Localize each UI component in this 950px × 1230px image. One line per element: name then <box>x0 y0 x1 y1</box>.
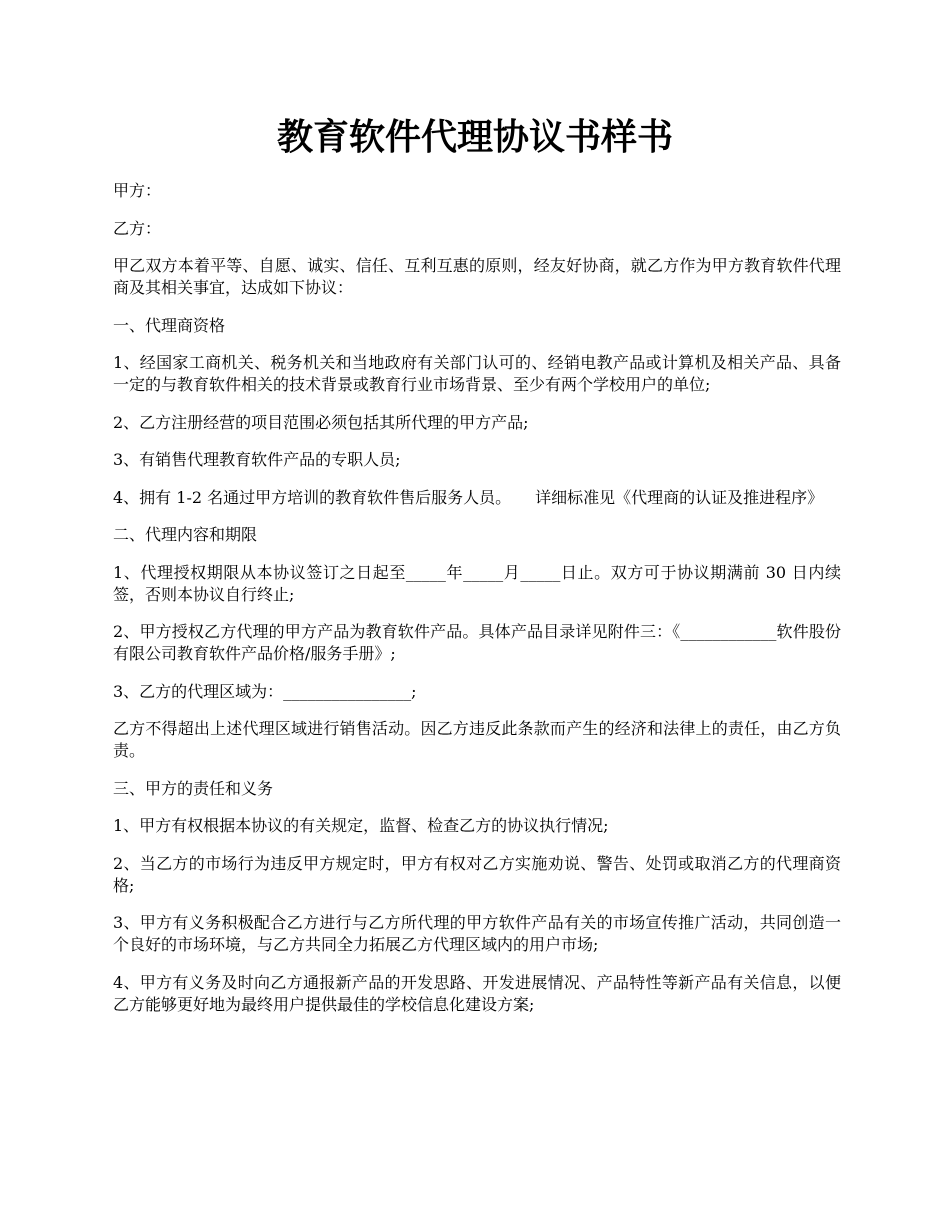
section-heading: 一、代理商资格 <box>113 315 226 335</box>
document-title: 教育软件代理协议书样书 <box>276 116 673 158</box>
clause-paragraph: 2、乙方注册经营的项目范围必须包括其所代理的甲方产品; <box>113 412 529 432</box>
clause-paragraph: 4、拥有 1-2 名通过甲方培训的教育软件售后服务人员。 详细标准见《代理商的认证及推进程序》 <box>113 487 824 507</box>
section-heading: 三、甲方的责任和义务 <box>113 778 274 798</box>
clause-paragraph: 1、甲方有权根据本协议的有关规定，监督、检查乙方的协议执行情况; <box>113 816 609 835</box>
clause-paragraph: 3、乙方的代理区域为：________________; <box>113 681 417 701</box>
clause-paragraph: 4、甲方有义务及时向乙方通报新产品的开发思路、开发进展情况、产品特性等新产品有关信息，以便乙方能够更好地为最终用户提供最佳的学校信息化建设方案; <box>113 972 841 1014</box>
clause-paragraph: 乙方不得超出上述代理区域进行销售活动。因乙方违反此条款而产生的经济和法律上的责任，由乙方负责。 <box>113 719 841 760</box>
document-body <box>113 180 841 1031</box>
clause-paragraph: 2、甲方授权乙方代理的甲方产品为教育软件产品。具体产品目录详见附件三：《____________软件股份有限公司教育软件产品价格/服务手册》; <box>113 622 841 663</box>
party-a-line: 甲方： <box>113 181 162 200</box>
clause-paragraph: 1、代理授权期限从本协议签订之日起至_____年_____月_____日止。双方可于协议期满前 30 日内续签，否则本协议自行终止; <box>113 562 841 604</box>
section-heading: 二、代理内容和期限 <box>113 525 258 544</box>
clause-paragraph: 3、甲方有义务积极配合乙方进行与乙方所代理的甲方软件产品有关的市场宣传推广活动，共同创造一个良好的市场环境，与乙方共同全力拓展乙方代理区域内的用户市场; <box>113 913 841 954</box>
party-b-line: 乙方： <box>113 218 162 238</box>
clause-paragraph: 2、当乙方的市场行为违反甲方规定时，甲方有权对乙方实施劝说、警告、处罚或取消乙方的代理商资格; <box>113 853 841 895</box>
clause-paragraph: 1、经国家工商机关、税务机关和当地政府有关部门认可的、经销电教产品或计算机及相关产品、具备一定的与教育软件相关的技术背景或教育行业市场背景、至少有两个学校用户的单位; <box>113 353 841 394</box>
preamble-paragraph: 甲乙双方本着平等、自愿、诚实、信任、互利互惠的原则，经友好协商，就乙方作为甲方教育软件代理商及其相关事宜，达成如下协议： <box>113 256 841 297</box>
clause-paragraph: 3、有销售代理教育软件产品的专职人员; <box>113 450 401 469</box>
